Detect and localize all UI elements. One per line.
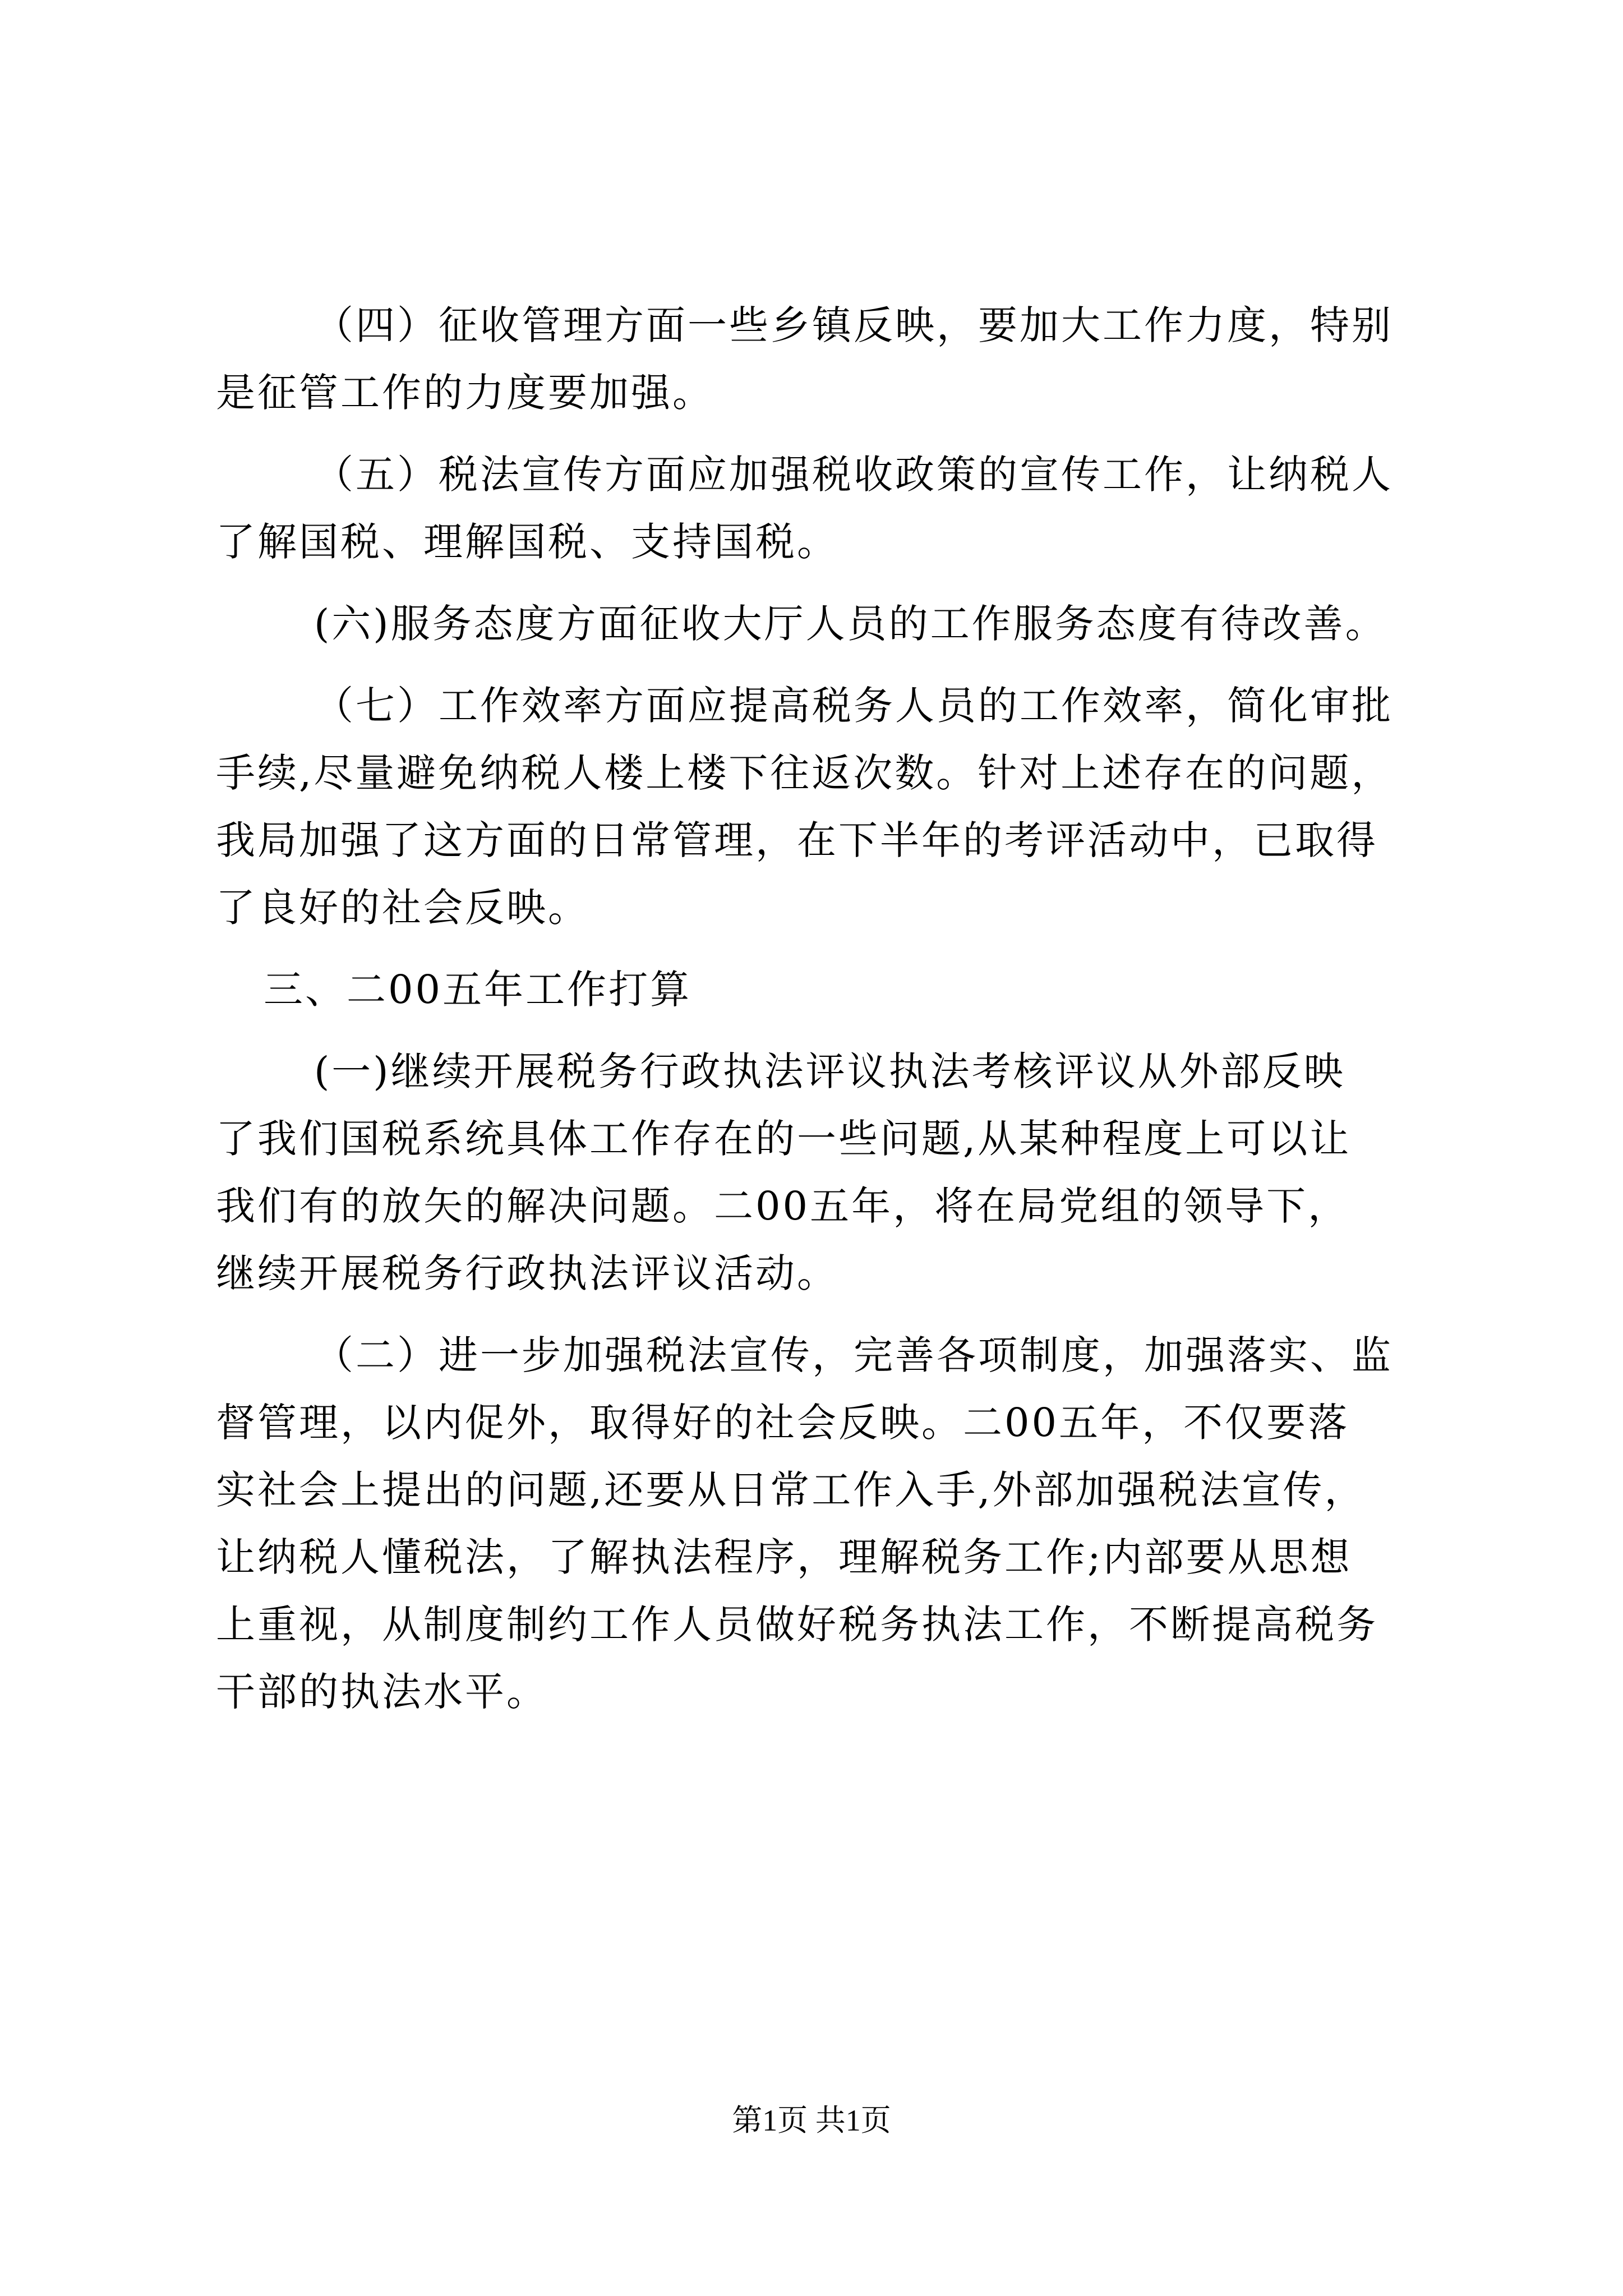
plan-1-line-1: (一)继续开展税务行政执法评议执法考核评议从外部反映 [314, 1048, 1345, 1094]
page-footer: 第1页 共1页 [732, 2104, 891, 2137]
paragraph-7-line-3: 我局加强了这方面的日常管理，在下半年的考评活动中，已取得 [216, 817, 1378, 863]
paragraph-4-line-2: 是征管工作的力度要加强。 [216, 370, 714, 416]
paragraph-gap [216, 426, 1427, 441]
document-body [216, 292, 1427, 1726]
plan-1-line-3: 我们有的放矢的解决问题。二00五年，将在局党组的领导下， [216, 1183, 1350, 1229]
plan-2-line-1: （二）进一步加强税法宣传，完善各项制度，加强落实、监 [314, 1332, 1393, 1378]
paragraph-gap [216, 941, 1427, 956]
plan-2-line-3: 实社会上提出的问题,还要从日常工作入手,外部加强税法宣传， [216, 1467, 1366, 1513]
plan-2-line-2: 督管理，以内促外，取得好的社会反映。二00五年，不仅要落 [216, 1400, 1350, 1446]
paragraph-7-line-4: 了良好的社会反映。 [216, 885, 589, 931]
paragraph-gap [216, 1023, 1427, 1038]
section-heading: 三、二00五年工作打算 [264, 967, 692, 1013]
plan-2-line-6: 干部的执法水平。 [216, 1669, 548, 1715]
paragraph-6-line-1: (六)服务态度方面征收大厅人员的工作服务态度有待改善。 [314, 601, 1387, 647]
paragraph-gap [216, 657, 1427, 672]
plan-2-line-4: 让纳税人懂税法，了解执法程序，理解税务工作;内部要从思想 [216, 1534, 1352, 1580]
plan-1-line-2: 了我们国税系统具体工作存在的一些问题,从某种程度上可以让 [216, 1116, 1352, 1162]
plan-2-line-5: 上重视，从制度制约工作人员做好税务执法工作，不断提高税务 [216, 1602, 1378, 1648]
paragraph-7-line-2: 手续,尽量避免纳税人楼上楼下往返次数。针对上述存在的问题， [216, 750, 1393, 796]
paragraph-5-line-1: （五）税法宣传方面应加强税收政策的宣传工作，让纳税人 [314, 452, 1393, 498]
paragraph-gap [216, 576, 1427, 590]
paragraph-gap [216, 1307, 1427, 1322]
paragraph-7-line-1: （七）工作效率方面应提高税务人员的工作效率，简化审批 [314, 683, 1393, 729]
paragraph-4-line-1: （四）征收管理方面一些乡镇反映，要加大工作力度，特别 [314, 302, 1393, 348]
plan-1-line-4: 继续开展税务行政执法评议活动。 [216, 1250, 838, 1296]
paragraph-5-line-2: 了解国税、理解国税、支持国税。 [216, 519, 838, 565]
